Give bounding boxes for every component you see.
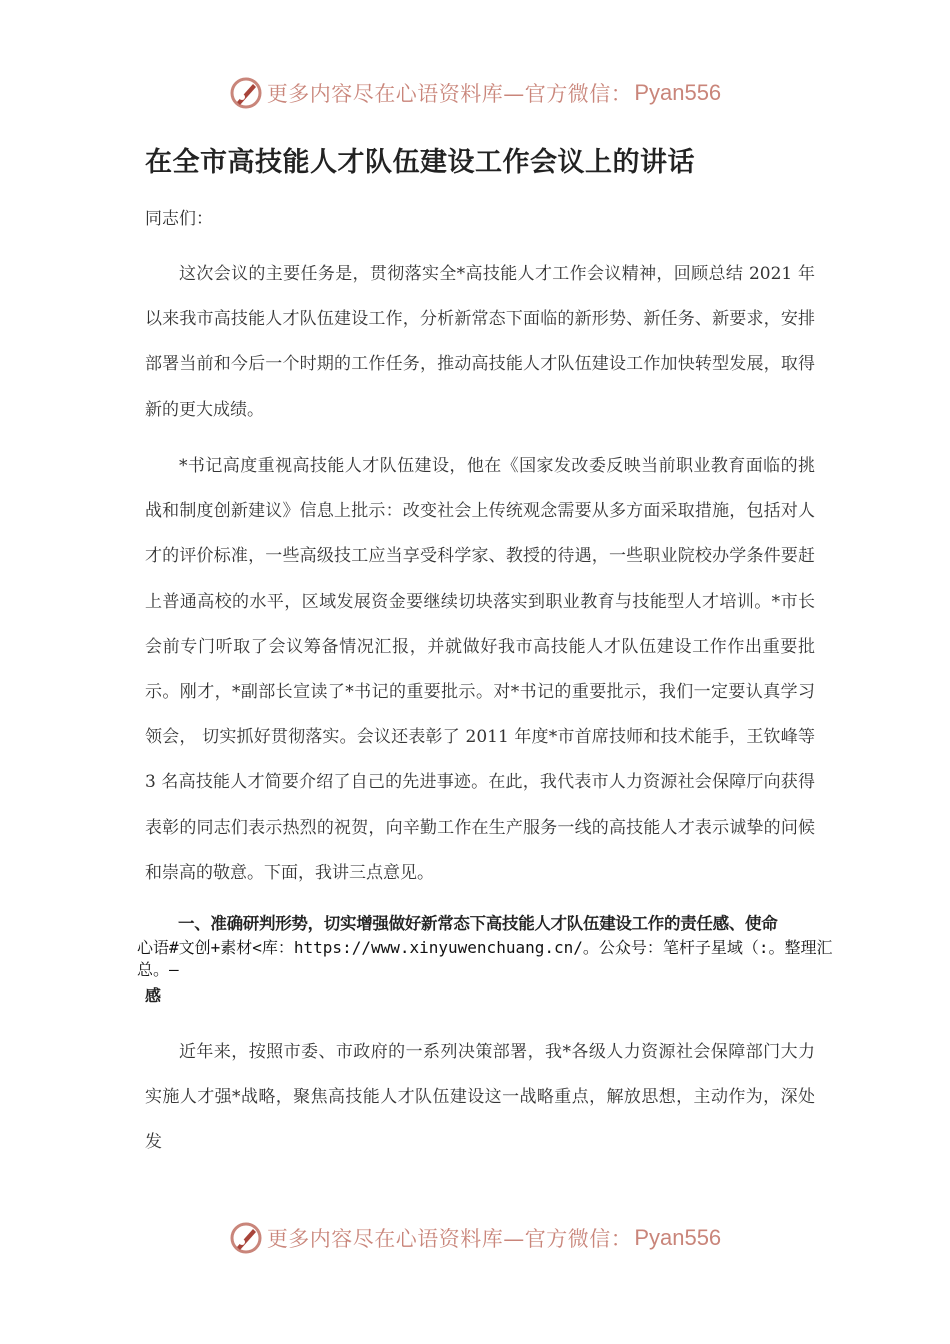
section-heading: 一、准确研判形势，切实增强做好新常态下高技能人才队伍建设工作的责任感、使命 [178, 914, 778, 933]
footer-banner [0, 1218, 950, 1258]
pen-logo-icon [229, 76, 263, 110]
header-banner [0, 73, 950, 113]
banner-wechat-id: Pyan556 [634, 1225, 722, 1250]
paragraph-2: *书记高度重视高技能人才队伍建设，他在《国家发改委反映当前职业教育面临的挑战和制度创新建议》信息上批示：改变社会上传统观念需要从多方面采取措施，包括对人才的评价标准，一些高级技工应当享受科学家、教授的待遇，一些职业院校办学条件要赶上普通高校的水平，区域发展资金要继续切块落实到职业教育与技能型人才培训。*市长会前专门听取了会议筹备情况汇报，并就做好我市高技能人才队伍建设工作作出重要批示。刚才，*副部长宣读了*书记的重要批示。对*书记的重要批示，我们一定要认真学习领会， 切实抓好贯彻落实。会议还表彰了 2011 年度*市首席技师和技术能手，王钦峰等 3 名高技能人才简要介绍了自己的先进事迹。在此，我代表市人力资源社会保障厅向获得表彰的同志们表示热烈的祝贺，向辛勤工作在生产服务一线的高技能人才表示诚挚的问候和崇高的敬意。下面，我讲三点意见。 [145, 456, 815, 883]
banner-text: 更多内容尽在心语资料库—官方微信： [266, 82, 633, 106]
pen-logo-icon [229, 1221, 263, 1255]
watermark-overlay-text: 心语#文创+素材<库：https://www.xinyuwenchuang.cn/。公众号：笔杆子星域（:。整理汇总。— [137, 938, 833, 979]
paragraph-1: 这次会议的主要任务是，贯彻落实全*高技能人才工作会议精神，回顾总结 2021 年以来我市高技能人才队伍建设工作，分析新常态下面临的新形势、新任务、新要求，安排部署当前和今后一个时期的工作任务，推动高技能人才队伍建设工作加快转型发展，取得新的更大成绩。 [145, 264, 815, 420]
paragraph-3: 近年来，按照市委、市政府的一系列决策部署，我*各级人力资源社会保障部门大力实施人才强*战略，聚焦高技能人才队伍建设这一战略重点，解放思想，主动作为，深处发 [145, 1042, 815, 1153]
section-heading-tail: 感 [145, 986, 162, 1005]
document-title: 在全市高技能人才队伍建设工作会议上的讲话 [145, 147, 695, 178]
banner-wechat-id: Pyan556 [634, 80, 722, 105]
greeting: 同志们： [145, 209, 213, 229]
banner-text: 更多内容尽在心语资料库—官方微信： [266, 1227, 633, 1251]
